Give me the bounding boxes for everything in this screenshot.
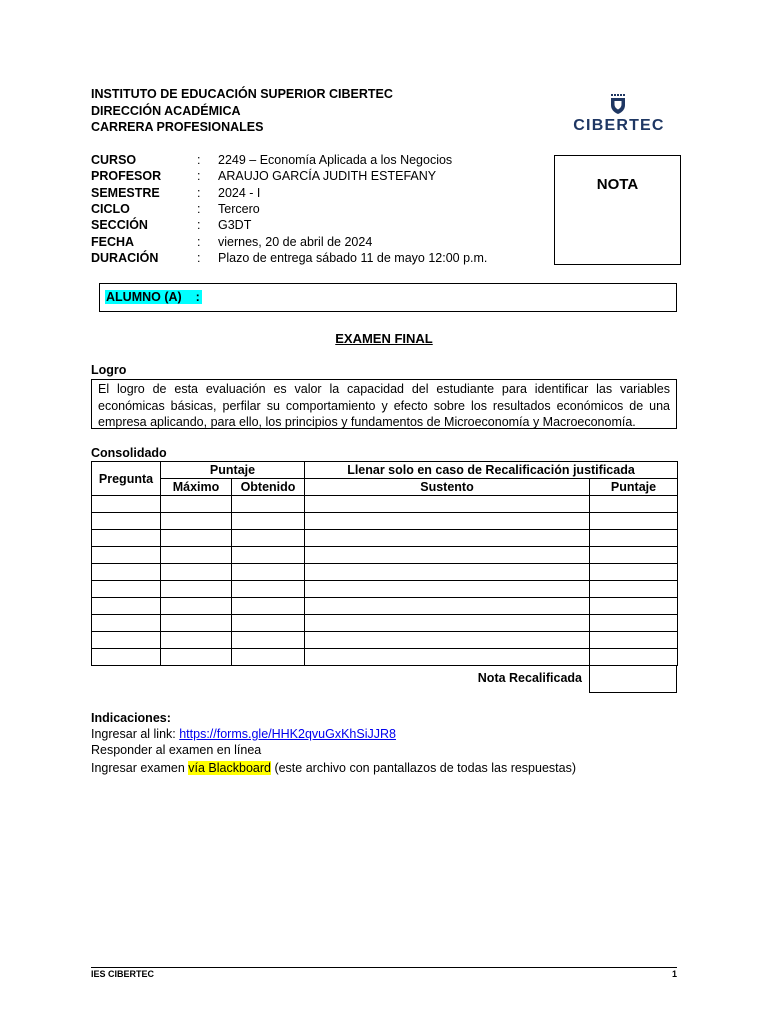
table-cell[interactable] bbox=[92, 530, 161, 547]
header-obtenido: Obtenido bbox=[232, 479, 305, 496]
table-cell[interactable] bbox=[161, 581, 232, 598]
nota-label: NOTA bbox=[596, 176, 639, 193]
exam-title bbox=[0, 331, 768, 346]
table-cell[interactable] bbox=[92, 649, 161, 666]
info-colon: : bbox=[197, 169, 201, 184]
table-cell[interactable] bbox=[161, 649, 232, 666]
info-label: SEMESTRE bbox=[91, 185, 160, 200]
table-cell[interactable] bbox=[305, 632, 590, 649]
indicaciones-heading: Indicaciones: bbox=[91, 711, 171, 725]
table-cell[interactable] bbox=[92, 598, 161, 615]
info-colon: : bbox=[197, 185, 201, 200]
table-row bbox=[92, 513, 678, 530]
table-cell[interactable] bbox=[590, 547, 678, 564]
table-cell[interactable] bbox=[232, 513, 305, 530]
indicaciones-link-line bbox=[91, 726, 396, 742]
header-puntaje-recal: Puntaje bbox=[590, 479, 678, 496]
table-cell[interactable] bbox=[305, 598, 590, 615]
table-cell[interactable] bbox=[161, 632, 232, 649]
academic-direction: DIRECCIÓN ACADÉMICA bbox=[91, 103, 241, 118]
header-puntaje: Puntaje bbox=[161, 462, 305, 479]
table-cell[interactable] bbox=[305, 547, 590, 564]
table-cell[interactable] bbox=[590, 649, 678, 666]
footer-institute: IES CIBERTEC bbox=[91, 969, 155, 979]
table-cell[interactable] bbox=[232, 632, 305, 649]
logo-text: CIBERTEC bbox=[573, 117, 665, 134]
logro-heading: Logro bbox=[91, 363, 127, 377]
student-label: ALUMNO (A) : bbox=[106, 290, 200, 304]
info-value: G3DT bbox=[218, 218, 252, 233]
logro-text: El logro de esta evaluación es valor la capacidad del estudiante para identificar las variables económicas básicas, perfilar su comportamiento y efecto sobre los resultados económicos de una empresa aplicando, para ello, los principios y fundamentos de Microeconomía y Macroeconomía. bbox=[91, 379, 677, 429]
info-label: CURSO bbox=[91, 153, 137, 167]
table-cell[interactable] bbox=[590, 598, 678, 615]
table-cell[interactable] bbox=[305, 581, 590, 598]
nota-box[interactable] bbox=[554, 155, 681, 265]
table-cell[interactable] bbox=[590, 530, 678, 547]
table-cell[interactable] bbox=[305, 564, 590, 581]
table-cell[interactable] bbox=[305, 615, 590, 632]
table-row bbox=[92, 496, 678, 513]
table-cell[interactable] bbox=[161, 530, 232, 547]
exam-title-text: EXAMEN FINAL bbox=[335, 331, 433, 346]
cibertec-logo bbox=[566, 92, 672, 138]
table-cell[interactable] bbox=[92, 581, 161, 598]
table-cell[interactable] bbox=[161, 496, 232, 513]
table-cell[interactable] bbox=[161, 547, 232, 564]
table-cell[interactable] bbox=[161, 598, 232, 615]
table-cell[interactable] bbox=[92, 547, 161, 564]
table-cell[interactable] bbox=[232, 564, 305, 581]
info-label: FECHA bbox=[91, 234, 135, 249]
table-cell[interactable] bbox=[232, 530, 305, 547]
table-cell[interactable] bbox=[232, 496, 305, 513]
info-label: SECCIÓN bbox=[91, 218, 148, 233]
institute-name: INSTITUTO DE EDUCACIÓN SUPERIOR CIBERTEC bbox=[91, 87, 393, 101]
info-colon: : bbox=[197, 201, 201, 216]
table-cell[interactable] bbox=[232, 615, 305, 632]
nota-recalificada-label: Nota Recalificada bbox=[477, 671, 582, 685]
table-cell[interactable] bbox=[232, 547, 305, 564]
table-cell[interactable] bbox=[92, 564, 161, 581]
exam-form-link[interactable]: https://forms.gle/HHK2qvuGxKhSiJJR8 bbox=[179, 727, 396, 741]
page-number: 1 bbox=[671, 969, 677, 979]
table-cell[interactable] bbox=[590, 513, 678, 530]
table-cell[interactable] bbox=[161, 513, 232, 530]
table-row bbox=[92, 581, 678, 598]
info-colon: : bbox=[197, 250, 201, 265]
table-row bbox=[92, 598, 678, 615]
header-sustento: Sustento bbox=[305, 479, 590, 496]
table-cell[interactable] bbox=[92, 496, 161, 513]
footer-divider bbox=[91, 967, 677, 968]
grading-table-body bbox=[92, 496, 678, 666]
table-cell[interactable] bbox=[305, 649, 590, 666]
info-value: Tercero bbox=[218, 201, 260, 216]
header-pregunta: Pregunta bbox=[92, 462, 161, 496]
consolidado-heading: Consolidado bbox=[91, 446, 167, 460]
header-recalificacion: Llenar solo en caso de Recalificación justificada bbox=[305, 462, 678, 479]
info-value: 2024 - I bbox=[218, 185, 261, 200]
table-cell[interactable] bbox=[232, 649, 305, 666]
blackboard-highlight: vía Blackboard bbox=[188, 761, 271, 775]
table-cell[interactable] bbox=[590, 632, 678, 649]
career-programs: CARRERA PROFESIONALES bbox=[91, 120, 264, 134]
table-cell[interactable] bbox=[161, 564, 232, 581]
line3-prefix: Ingresar examen bbox=[91, 761, 189, 775]
student-name-field[interactable] bbox=[99, 283, 677, 312]
nota-recalificada-field[interactable] bbox=[589, 665, 677, 693]
info-label: CICLO bbox=[91, 201, 130, 216]
table-row bbox=[92, 547, 678, 564]
table-cell[interactable] bbox=[590, 496, 678, 513]
info-colon: : bbox=[197, 218, 201, 233]
info-value: 2249 – Economía Aplicada a los Negocios bbox=[218, 153, 453, 167]
table-cell[interactable] bbox=[590, 581, 678, 598]
table-cell[interactable] bbox=[92, 615, 161, 632]
table-cell[interactable] bbox=[161, 615, 232, 632]
table-cell[interactable] bbox=[232, 598, 305, 615]
info-value: Plazo de entrega sábado 11 de mayo 12:00 p.m. bbox=[218, 250, 488, 265]
table-cell[interactable] bbox=[305, 513, 590, 530]
info-colon: : bbox=[197, 234, 201, 249]
info-colon: : bbox=[197, 153, 201, 167]
info-label: DURACIÓN bbox=[91, 250, 159, 265]
info-value: viernes, 20 de abril de 2024 bbox=[218, 234, 373, 249]
table-cell[interactable] bbox=[92, 632, 161, 649]
table-row bbox=[92, 649, 678, 666]
table-row bbox=[92, 615, 678, 632]
indicaciones-line-3 bbox=[91, 760, 576, 776]
info-label: PROFESOR bbox=[91, 169, 162, 184]
table-row bbox=[92, 632, 678, 649]
info-value: ARAUJO GARCÍA JUDITH ESTEFANY bbox=[218, 169, 437, 184]
table-cell[interactable] bbox=[305, 496, 590, 513]
table-row bbox=[92, 564, 678, 581]
grading-table bbox=[91, 461, 678, 666]
table-cell[interactable] bbox=[232, 581, 305, 598]
link-prefix: Ingresar al link: bbox=[91, 727, 180, 741]
line3-suffix: (este archivo con pantallazos de todas las respuestas) bbox=[270, 761, 576, 775]
header-maximo: Máximo bbox=[161, 479, 232, 496]
table-cell[interactable] bbox=[305, 530, 590, 547]
table-cell[interactable] bbox=[92, 513, 161, 530]
table-cell[interactable] bbox=[590, 564, 678, 581]
table-row bbox=[92, 530, 678, 547]
table-cell[interactable] bbox=[590, 615, 678, 632]
indicaciones-line-2: Responder al examen en línea bbox=[91, 743, 262, 757]
